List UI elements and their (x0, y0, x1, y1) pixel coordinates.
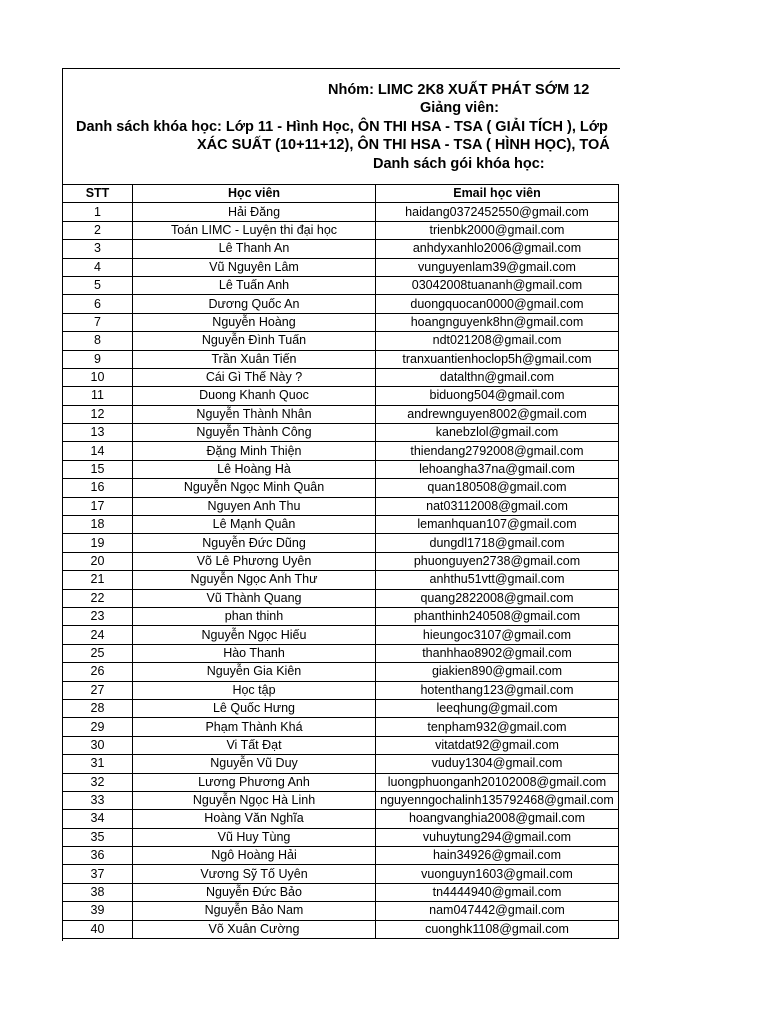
row-number: 6 (63, 295, 133, 313)
row-number: 1 (63, 203, 133, 221)
student-email: vitatdat92@gmail.com (376, 736, 619, 754)
student-email: phuonguyen2738@gmail.com (376, 552, 619, 570)
row-number: 13 (63, 424, 133, 442)
table-row (63, 295, 619, 313)
table-row (63, 552, 619, 570)
student-email: anhthu51vtt@gmail.com (376, 571, 619, 589)
student-name: Lê Mạnh Quân (133, 516, 376, 534)
student-name: Vũ Huy Tùng (133, 828, 376, 846)
table-row (63, 571, 619, 589)
row-number: 10 (63, 368, 133, 386)
row-number: 20 (63, 552, 133, 570)
student-name: Nguyễn Ngọc Hiếu (133, 626, 376, 644)
student-name: Hoàng Văn Nghĩa (133, 810, 376, 828)
student-name: phan thinh (133, 607, 376, 625)
student-name: Nguyen Anh Thu (133, 497, 376, 515)
table-row (63, 736, 619, 754)
packages-label: Danh sách gói khóa học: (373, 156, 545, 172)
row-number: 11 (63, 387, 133, 405)
student-name: Lê Hoàng Hà (133, 460, 376, 478)
student-email: dungdl1718@gmail.com (376, 534, 619, 552)
student-email: trienbk2000@gmail.com (376, 221, 619, 239)
student-name: Nguyễn Ngọc Minh Quân (133, 479, 376, 497)
group-title: Nhóm: LIMC 2K8 XUẤT PHÁT SỚM 12 (328, 82, 590, 98)
student-email: nguyenngochalinh135792468@gmail.com (376, 791, 619, 809)
table-row (63, 847, 619, 865)
table-row (63, 221, 619, 239)
row-number: 36 (63, 847, 133, 865)
column-header-stt: STT (63, 185, 133, 203)
table-row (63, 368, 619, 386)
row-number: 2 (63, 221, 133, 239)
row-number: 40 (63, 920, 133, 938)
table-row (63, 681, 619, 699)
table-row (63, 276, 619, 294)
table-row (63, 534, 619, 552)
table-row (63, 442, 619, 460)
row-number: 15 (63, 460, 133, 478)
student-email: thanhhao8902@gmail.com (376, 644, 619, 662)
table-body (63, 203, 619, 939)
row-number: 32 (63, 773, 133, 791)
table-row (63, 607, 619, 625)
student-email: luongphuonganh20102008@gmail.com (376, 773, 619, 791)
table-row (63, 718, 619, 736)
row-number: 31 (63, 755, 133, 773)
student-email: tn4444940@gmail.com (376, 883, 619, 901)
row-number: 8 (63, 332, 133, 350)
row-number: 19 (63, 534, 133, 552)
student-name: Võ Lê Phương Uyên (133, 552, 376, 570)
row-number: 35 (63, 828, 133, 846)
student-email: vuduy1304@gmail.com (376, 755, 619, 773)
table-row (63, 699, 619, 717)
table-row (63, 258, 619, 276)
student-name: Nguyễn Gia Kiên (133, 663, 376, 681)
student-email: lemanhquan107@gmail.com (376, 516, 619, 534)
student-email: datalthn@gmail.com (376, 368, 619, 386)
row-number: 26 (63, 663, 133, 681)
table-row (63, 883, 619, 901)
table-row (63, 810, 619, 828)
table-row (63, 424, 619, 442)
table-row (63, 387, 619, 405)
student-name: Duong Khanh Quoc (133, 387, 376, 405)
row-number: 29 (63, 718, 133, 736)
student-email: nam047442@gmail.com (376, 902, 619, 920)
student-name: Học tập (133, 681, 376, 699)
table-row (63, 589, 619, 607)
student-name: Nguyễn Đình Tuấn (133, 332, 376, 350)
student-email: haidang0372452550@gmail.com (376, 203, 619, 221)
student-email: hieungoc3107@gmail.com (376, 626, 619, 644)
row-number: 3 (63, 240, 133, 258)
student-name: Lương Phương Anh (133, 773, 376, 791)
student-name: Lê Thanh An (133, 240, 376, 258)
student-name: Dương Quốc An (133, 295, 376, 313)
student-email: hotenthang123@gmail.com (376, 681, 619, 699)
row-number: 12 (63, 405, 133, 423)
student-email: nat03112008@gmail.com (376, 497, 619, 515)
student-email: quan180508@gmail.com (376, 479, 619, 497)
student-email: hain34926@gmail.com (376, 847, 619, 865)
teacher-label: Giảng viên: (420, 100, 499, 116)
row-number: 33 (63, 791, 133, 809)
row-number: 25 (63, 644, 133, 662)
student-email: lehoangha37na@gmail.com (376, 460, 619, 478)
student-email: cuonghk1108@gmail.com (376, 920, 619, 938)
table-row (63, 626, 619, 644)
student-name: Toán LIMC - Luyện thi đại học (133, 221, 376, 239)
student-email: vuonguyn1603@gmail.com (376, 865, 619, 883)
row-number: 30 (63, 736, 133, 754)
table-row (63, 516, 619, 534)
student-name: Nguyễn Đức Dũng (133, 534, 376, 552)
student-email: quang2822008@gmail.com (376, 589, 619, 607)
row-number: 24 (63, 626, 133, 644)
student-email: phanthinh240508@gmail.com (376, 607, 619, 625)
student-name: Phạm Thành Khá (133, 718, 376, 736)
student-email: hoangvanghia2008@gmail.com (376, 810, 619, 828)
courses-line-1: Danh sách khóa học: Lớp 11 - Hình Học, ÔN THI HSA - TSA ( GIẢI TÍCH ), Lớp (76, 119, 608, 135)
student-name: Võ Xuân Cường (133, 920, 376, 938)
table-row (63, 902, 619, 920)
student-name: Vương Sỹ Tố Uyên (133, 865, 376, 883)
table-row (63, 644, 619, 662)
student-email: vunguyenlam39@gmail.com (376, 258, 619, 276)
student-email: anhdyxanhlo2006@gmail.com (376, 240, 619, 258)
table-row (63, 828, 619, 846)
row-number: 14 (63, 442, 133, 460)
student-email: ndt021208@gmail.com (376, 332, 619, 350)
student-name: Vũ Thành Quang (133, 589, 376, 607)
student-email: duongquocan0000@gmail.com (376, 295, 619, 313)
student-name: Ngô Hoàng Hải (133, 847, 376, 865)
table-row (63, 313, 619, 331)
row-number: 27 (63, 681, 133, 699)
student-name: Trần Xuân Tiến (133, 350, 376, 368)
table-row (63, 791, 619, 809)
student-email: thiendang2792008@gmail.com (376, 442, 619, 460)
table-row (63, 203, 619, 221)
student-email: giakien890@gmail.com (376, 663, 619, 681)
table-row (63, 497, 619, 515)
table-row (63, 350, 619, 368)
student-name: Nguyễn Thành Nhân (133, 405, 376, 423)
row-number: 16 (63, 479, 133, 497)
table-row (63, 773, 619, 791)
student-name: Đặng Minh Thiện (133, 442, 376, 460)
row-number: 37 (63, 865, 133, 883)
table-row (63, 240, 619, 258)
row-number: 21 (63, 571, 133, 589)
table-row (63, 405, 619, 423)
student-name: Vi Tất Đạt (133, 736, 376, 754)
student-name: Cái Gì Thế Này ? (133, 368, 376, 386)
student-name: Lê Tuấn Anh (133, 276, 376, 294)
row-number: 39 (63, 902, 133, 920)
courses-line-2: XÁC SUẤT (10+11+12), ÔN THI HSA - TSA ( HÌNH HỌC), TOÁ (197, 137, 610, 153)
student-email: kanebzlol@gmail.com (376, 424, 619, 442)
table-row (63, 865, 619, 883)
column-header-student: Học viên (133, 185, 376, 203)
row-number: 23 (63, 607, 133, 625)
table-row (63, 479, 619, 497)
student-name: Hào Thanh (133, 644, 376, 662)
student-name: Hải Đăng (133, 203, 376, 221)
student-email: tranxuantienhoclop5h@gmail.com (376, 350, 619, 368)
student-name: Lê Quốc Hưng (133, 699, 376, 717)
student-name: Vũ Nguyên Lâm (133, 258, 376, 276)
student-email: leeqhung@gmail.com (376, 699, 619, 717)
student-name: Nguyễn Ngọc Anh Thư (133, 571, 376, 589)
student-email: andrewnguyen8002@gmail.com (376, 405, 619, 423)
row-number: 4 (63, 258, 133, 276)
row-number: 7 (63, 313, 133, 331)
student-name: Nguyễn Đức Bảo (133, 883, 376, 901)
table-row (63, 755, 619, 773)
table-row (63, 460, 619, 478)
student-name: Nguyễn Hoàng (133, 313, 376, 331)
column-header-email: Email học viên (376, 185, 619, 203)
row-number: 18 (63, 516, 133, 534)
row-number: 22 (63, 589, 133, 607)
table-header-row (63, 185, 619, 203)
students-table (62, 184, 619, 939)
row-number: 28 (63, 699, 133, 717)
student-name: Nguyễn Ngọc Hà Linh (133, 791, 376, 809)
student-name: Nguyễn Thành Công (133, 424, 376, 442)
student-name: Nguyễn Vũ Duy (133, 755, 376, 773)
table-row (63, 663, 619, 681)
student-email: biduong504@gmail.com (376, 387, 619, 405)
table-row (63, 332, 619, 350)
row-number: 5 (63, 276, 133, 294)
row-number: 34 (63, 810, 133, 828)
student-email: hoangnguyenk8hn@gmail.com (376, 313, 619, 331)
student-email: tenpham932@gmail.com (376, 718, 619, 736)
table-row (63, 920, 619, 938)
row-number: 38 (63, 883, 133, 901)
student-name: Nguyễn Bảo Nam (133, 902, 376, 920)
row-number: 17 (63, 497, 133, 515)
student-email: 03042008tuananh@gmail.com (376, 276, 619, 294)
viewport-right-edge (620, 68, 768, 1028)
student-email: vuhuytung294@gmail.com (376, 828, 619, 846)
row-number: 9 (63, 350, 133, 368)
